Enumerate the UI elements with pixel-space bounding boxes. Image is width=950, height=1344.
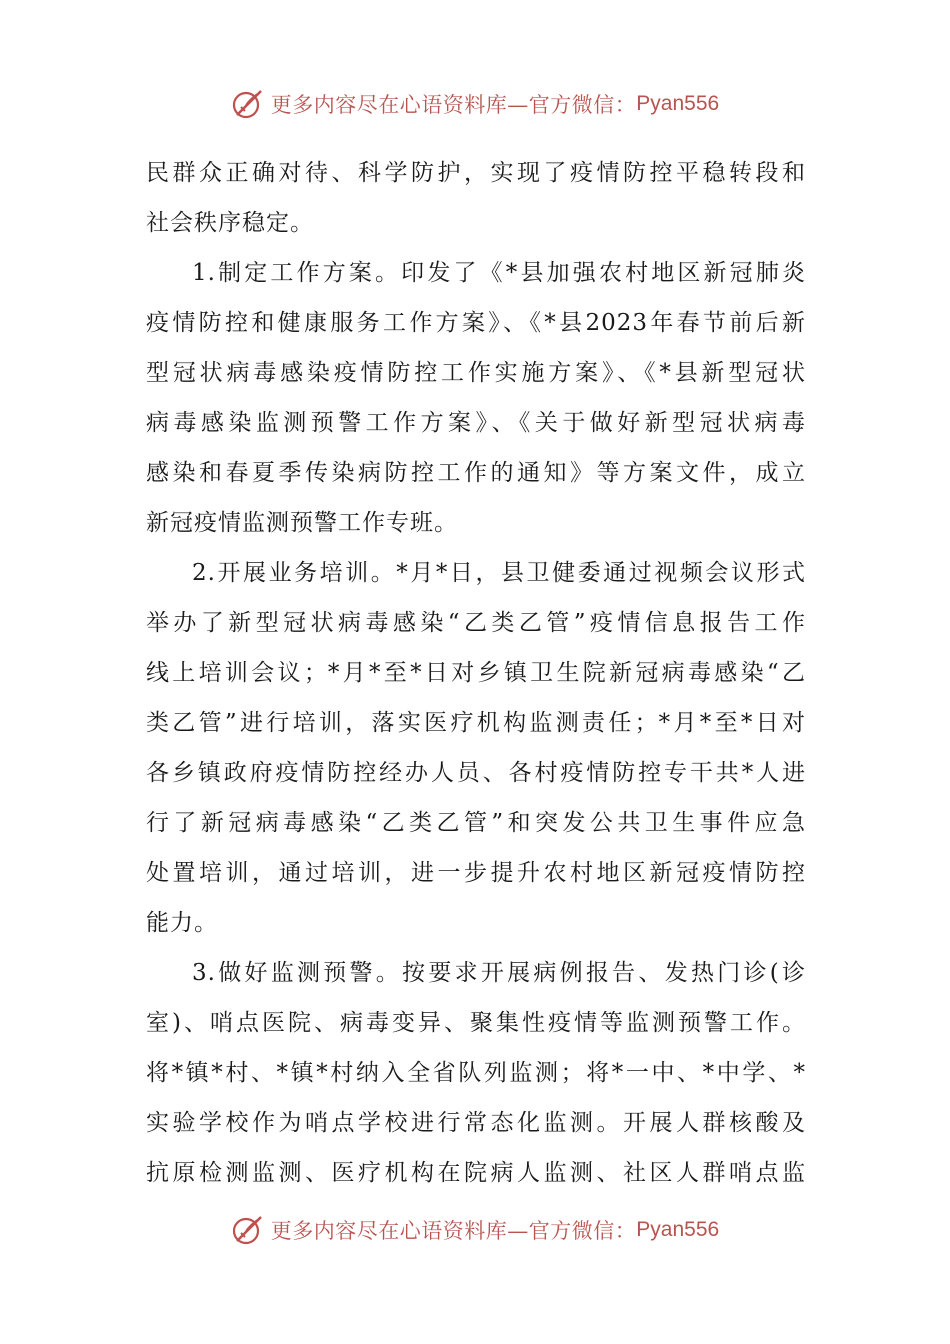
paragraph	[146, 148, 806, 248]
text-line: 3.做好监测预警。按要求开展病例报告、发热门诊(诊	[192, 960, 806, 986]
text-line: 疫情防控和健康服务工作方案》、《*县2023年春节前后新	[146, 310, 806, 336]
text-line: 实验学校作为哨点学校进行常态化监测。开展人群核酸及	[146, 1110, 806, 1136]
document-body	[146, 148, 806, 1198]
text-line: 类乙管”进行培训，落实医疗机构监测责任；*月*至*日对	[146, 710, 806, 736]
text-line: 社会秩序稳定。	[146, 210, 314, 236]
text-line: 1.制定工作方案。印发了《*县加强农村地区新冠肺炎	[192, 260, 806, 286]
text-line: 将*镇*村、*镇*村纳入全省队列监测；将*一中、*中学、*	[146, 1060, 806, 1086]
text-line: 处置培训，通过培训，进一步提升农村地区新冠疫情防控	[146, 860, 806, 886]
text-line: 室)、哨点医院、病毒变异、聚集性疫情等监测预警工作。	[146, 1010, 806, 1036]
watermark-banner-top	[0, 84, 950, 124]
paragraph	[146, 248, 806, 548]
text-line: 行了新冠病毒感染“乙类乙管”和突发公共卫生事件应急	[146, 810, 806, 836]
watermark-banner-bottom	[0, 1210, 950, 1250]
text-line: 型冠状病毒感染疫情防控工作实施方案》、《*县新型冠状	[146, 360, 806, 386]
watermark-text: 更多内容尽在心语资料库—官方微信：	[270, 1219, 637, 1243]
paragraph	[146, 548, 806, 948]
watermark-text: 更多内容尽在心语资料库—官方微信：	[270, 93, 637, 117]
text-line: 举办了新型冠状病毒感染“乙类乙管”疫情信息报告工作	[146, 610, 806, 636]
text-line: 病毒感染监测预警工作方案》、《关于做好新型冠状病毒	[146, 410, 806, 436]
quill-logo-icon	[231, 1213, 265, 1247]
text-line: 感染和春夏季传染病防控工作的通知》等方案文件，成立	[146, 460, 806, 486]
text-line: 各乡镇政府疫情防控经办人员、各村疫情防控专干共*人进	[146, 760, 806, 786]
quill-logo-icon	[231, 87, 265, 121]
paragraph	[146, 948, 806, 1198]
text-line: 线上培训会议；*月*至*日对乡镇卫生院新冠病毒感染“乙	[146, 660, 806, 686]
text-line: 民群众正确对待、科学防护，实现了疫情防控平稳转段和	[146, 160, 806, 186]
text-line: 新冠疫情监测预警工作专班。	[146, 510, 458, 536]
text-line: 2.开展业务培训。*月*日，县卫健委通过视频会议形式	[192, 560, 806, 586]
text-line: 能力。	[146, 910, 218, 936]
text-line: 抗原检测监测、医疗机构在院病人监测、社区人群哨点监	[146, 1160, 806, 1186]
watermark-wechat-id: Pyan556	[636, 92, 720, 115]
watermark-wechat-id: Pyan556	[636, 1218, 720, 1241]
